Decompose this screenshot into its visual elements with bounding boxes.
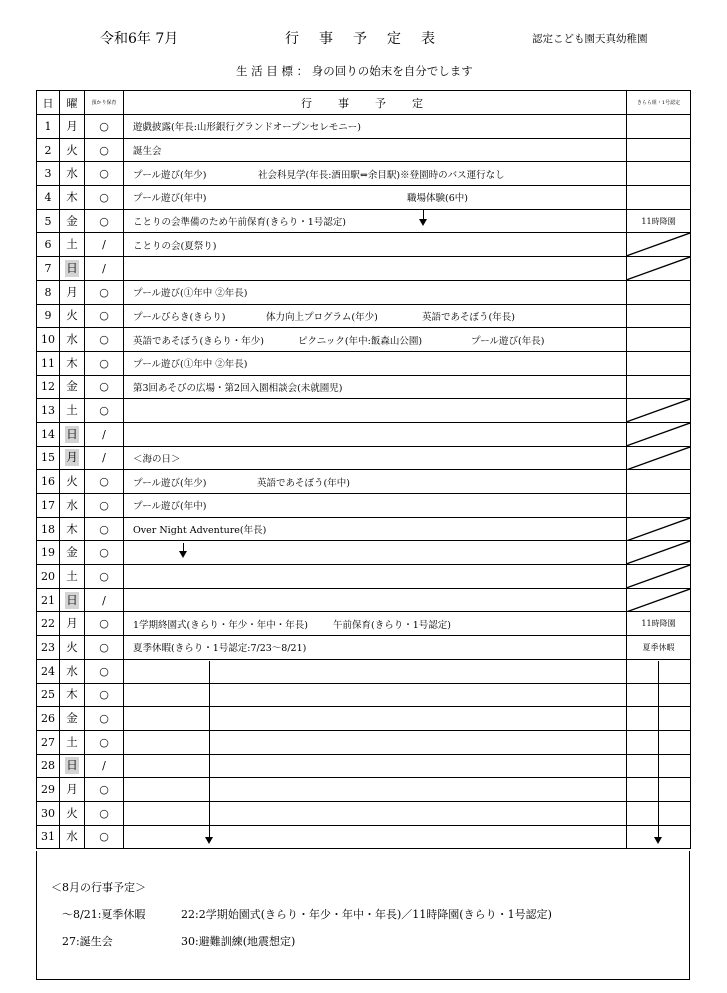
care-mark: ○: [85, 801, 124, 825]
table-row: [37, 470, 691, 494]
weekday-cell: [60, 612, 85, 636]
day-number: 22: [37, 612, 60, 636]
diagonal-slash: [627, 589, 690, 612]
care-mark: /: [85, 233, 124, 257]
weekday-cell: [60, 375, 85, 399]
event-text: 1学期終園式(きらり・年少・年中・年長): [133, 619, 308, 631]
care-mark: ○: [85, 707, 124, 731]
table-row: [37, 825, 691, 849]
weekday: 月: [66, 616, 78, 631]
events-cell: [124, 422, 627, 446]
day-number: 20: [37, 565, 60, 589]
note-cell: [627, 138, 691, 162]
care-mark: ○: [85, 138, 124, 162]
august-item: 22:2学期始園式(きらり・年少・年中・年長)／11時降園(きらり・1号認定): [181, 908, 552, 921]
weekday: 金: [66, 711, 78, 726]
note-cell: [627, 517, 691, 541]
diagonal-slash: [627, 257, 690, 280]
weekday: 土: [66, 734, 78, 749]
weekday-cell: [60, 257, 85, 281]
care-mark: ○: [85, 304, 124, 328]
diagonal-slash: [627, 518, 690, 541]
note-cell: [627, 399, 691, 423]
weekday-cell: [60, 659, 85, 683]
weekday-cell: [60, 351, 85, 375]
day-number: 7: [37, 257, 60, 281]
day-number: 4: [37, 186, 60, 210]
day-number: 10: [37, 328, 60, 352]
event-text: プール遊び(①年中 ②年長): [133, 359, 248, 371]
care-mark: ○: [85, 730, 124, 754]
weekday: 日: [66, 260, 78, 275]
table-row: [37, 186, 691, 210]
event-text: プール遊び(年中): [133, 501, 207, 513]
diagonal-slash: [627, 565, 690, 588]
weekday-cell: [60, 138, 85, 162]
arrow-down-icon: [654, 837, 662, 844]
day-number: 14: [37, 422, 60, 446]
events-cell: [124, 801, 627, 825]
care-mark: ○: [85, 683, 124, 707]
weekday-cell: [60, 565, 85, 589]
events-cell: [124, 186, 627, 210]
care-mark: ○: [85, 280, 124, 304]
august-heading: ＜8月の行事予定＞: [51, 881, 146, 894]
day-number: 5: [37, 209, 60, 233]
weekday: 月: [66, 450, 78, 465]
events-cell: [124, 257, 627, 281]
table-row: [37, 801, 691, 825]
page-header: [0, 0, 727, 90]
table-row: [37, 659, 691, 683]
event-text: ことりの会準備のため午前保育(きらり・1号認定): [133, 217, 346, 229]
header-weekday: 曜: [60, 91, 85, 115]
table-row: [37, 588, 691, 612]
weekday-cell: [60, 541, 85, 565]
note-text: 11時降園: [641, 619, 676, 629]
weekday-cell: [60, 162, 85, 186]
year-month: 令和6年 7月: [100, 31, 179, 47]
weekday-cell: [60, 825, 85, 849]
weekday-cell: [60, 446, 85, 470]
arrow-line: [658, 661, 659, 838]
care-mark: /: [85, 754, 124, 778]
day-number: 8: [37, 280, 60, 304]
weekday-cell: [60, 422, 85, 446]
weekday-cell: [60, 233, 85, 257]
table-row: [37, 351, 691, 375]
note-text: 11時降園: [641, 216, 676, 226]
table-row: [37, 517, 691, 541]
events-cell: [124, 138, 627, 162]
care-mark: /: [85, 257, 124, 281]
weekday: 火: [66, 142, 78, 157]
note-cell: [627, 636, 691, 660]
weekday: 木: [66, 189, 78, 204]
day-number: 12: [37, 375, 60, 399]
table-row: [37, 778, 691, 802]
weekday: 火: [66, 474, 78, 489]
table-row: [37, 257, 691, 281]
table-row: [37, 115, 691, 139]
weekday-cell: [60, 636, 85, 660]
weekday: 水: [66, 829, 78, 844]
note-text: 夏季休暇: [642, 642, 675, 652]
care-mark: ○: [85, 328, 124, 352]
note-cell: [627, 470, 691, 494]
care-mark: /: [85, 446, 124, 470]
day-number: 24: [37, 659, 60, 683]
table-row: [37, 683, 691, 707]
care-mark: ○: [85, 778, 124, 802]
table-row: [37, 328, 691, 352]
care-mark: ○: [85, 541, 124, 565]
weekday-cell: [60, 399, 85, 423]
note-cell: [627, 588, 691, 612]
events-cell: [124, 470, 627, 494]
events-cell: [124, 683, 627, 707]
weekday: 木: [66, 521, 78, 536]
events-cell: [124, 115, 627, 139]
weekday: 月: [66, 284, 78, 299]
event-text: プールびらき(きらり): [133, 311, 226, 323]
day-number: 9: [37, 304, 60, 328]
table-row: [37, 304, 691, 328]
event-text: ＜海の日＞: [133, 453, 181, 465]
day-number: 27: [37, 730, 60, 754]
care-mark: ○: [85, 825, 124, 849]
event-text: 誕生会: [133, 146, 162, 158]
weekday: 日: [66, 592, 78, 607]
table-row: [37, 162, 691, 186]
event-text: ことりの会(夏祭り): [133, 240, 217, 252]
table-row: [37, 375, 691, 399]
care-mark: ○: [85, 375, 124, 399]
weekday-cell: [60, 588, 85, 612]
day-number: 26: [37, 707, 60, 731]
weekday-cell: [60, 517, 85, 541]
day-number: 31: [37, 825, 60, 849]
weekday: 木: [66, 687, 78, 702]
weekday-cell: [60, 683, 85, 707]
weekday: 木: [66, 355, 78, 370]
events-cell: [124, 707, 627, 731]
weekday-cell: [60, 778, 85, 802]
note-cell: [627, 233, 691, 257]
note-cell: [627, 257, 691, 281]
event-text: 体力向上プログラム(年少): [266, 311, 378, 323]
weekday-cell: [60, 730, 85, 754]
event-text: 遊戯披露(年長:山形銀行グランドオープンセレモニー): [133, 122, 361, 134]
august-item: 27:誕生会: [62, 935, 113, 948]
day-number: 19: [37, 541, 60, 565]
note-cell: [627, 494, 691, 518]
event-text: プール遊び(年少): [133, 477, 207, 489]
day-number: 3: [37, 162, 60, 186]
table-row: [37, 730, 691, 754]
weekday-cell: [60, 707, 85, 731]
events-cell: [124, 494, 627, 518]
day-number: 23: [37, 636, 60, 660]
august-schedule: [36, 851, 690, 980]
events-cell: [124, 328, 627, 352]
diagonal-slash: [627, 399, 690, 422]
care-mark: /: [85, 588, 124, 612]
care-mark: ○: [85, 209, 124, 233]
event-text: プール遊び(①年中 ②年長): [133, 288, 248, 300]
table-row: [37, 707, 691, 731]
events-cell: [124, 659, 627, 683]
events-cell: [124, 778, 627, 802]
note-cell: [627, 209, 691, 233]
weekday: 火: [66, 308, 78, 323]
arrow-down-icon: [419, 219, 427, 226]
table-row: [37, 422, 691, 446]
weekday: 土: [66, 403, 78, 418]
day-number: 11: [37, 351, 60, 375]
day-number: 17: [37, 494, 60, 518]
events-cell: [124, 233, 627, 257]
weekday: 金: [66, 213, 78, 228]
event-text: 第3回あそびの広場・第2回入園相談会(未就園児): [133, 382, 343, 394]
arrow-line: [209, 661, 210, 838]
care-mark: /: [85, 422, 124, 446]
august-item: ～8/21:夏季休暇: [62, 908, 146, 921]
care-mark: ○: [85, 351, 124, 375]
day-number: 1: [37, 115, 60, 139]
day-number: 21: [37, 588, 60, 612]
page-title: 行事予定表: [285, 31, 455, 47]
day-number: 29: [37, 778, 60, 802]
note-cell: [627, 446, 691, 470]
weekday-cell: [60, 801, 85, 825]
note-cell: [627, 304, 691, 328]
weekday: 月: [66, 782, 78, 797]
weekday: 火: [66, 639, 78, 654]
diagonal-slash: [627, 447, 690, 470]
weekday: 金: [66, 379, 78, 394]
event-text: 社会科見学(年長:酒田駅⇔余目駅)※登園時のバス運行なし: [258, 169, 505, 181]
day-number: 16: [37, 470, 60, 494]
arrow-down-icon: [205, 837, 213, 844]
care-mark: ○: [85, 636, 124, 660]
weekday-cell: [60, 470, 85, 494]
header-care: 預かり保育: [85, 91, 124, 115]
school-name: 認定こども園天真幼稚園: [532, 33, 648, 45]
weekday: 水: [66, 663, 78, 678]
care-mark: ○: [85, 470, 124, 494]
events-cell: [124, 541, 627, 565]
note-cell: [627, 565, 691, 589]
weekday: 火: [66, 805, 78, 820]
care-mark: ○: [85, 186, 124, 210]
event-text: Over Night Adventure(年長): [133, 525, 267, 537]
event-text: プール遊び(年中): [133, 193, 207, 205]
event-text: プール遊び(年少): [133, 169, 207, 181]
care-mark: ○: [85, 565, 124, 589]
events-cell: [124, 304, 627, 328]
day-number: 18: [37, 517, 60, 541]
table-row: [37, 446, 691, 470]
event-text: 英語であそぼう(年中): [257, 477, 350, 489]
events-cell: [124, 730, 627, 754]
note-cell: [627, 375, 691, 399]
arrow-down-icon: [179, 551, 187, 558]
day-number: 15: [37, 446, 60, 470]
august-item: 30:避難訓練(地震想定): [181, 935, 296, 948]
table-row: [37, 612, 691, 636]
event-text: 英語であそぼう(きらり・年少): [133, 335, 264, 347]
events-cell: [124, 517, 627, 541]
weekday-cell: [60, 186, 85, 210]
events-cell: [124, 636, 627, 660]
care-mark: ○: [85, 399, 124, 423]
events-cell: [124, 209, 627, 233]
care-mark: ○: [85, 612, 124, 636]
weekday-cell: [60, 280, 85, 304]
note-cell: [627, 612, 691, 636]
table-row: [37, 138, 691, 162]
care-mark: ○: [85, 659, 124, 683]
note-cell: [627, 351, 691, 375]
weekday: 月: [66, 118, 78, 133]
note-cell: [627, 422, 691, 446]
weekday: 土: [66, 237, 78, 252]
table-row: [37, 233, 691, 257]
diagonal-slash: [627, 233, 690, 256]
events-cell: [124, 754, 627, 778]
weekday: 水: [66, 497, 78, 512]
table-row: [37, 280, 691, 304]
weekday-cell: [60, 754, 85, 778]
event-text: 職場体験(6中): [407, 193, 468, 205]
weekday: 日: [66, 426, 78, 441]
event-text: 午前保育(きらり・1号認定): [333, 619, 451, 631]
header-events: 行事予定: [124, 91, 627, 115]
note-cell: [627, 541, 691, 565]
header-note: きらら組・1号認定: [627, 91, 691, 115]
care-mark: ○: [85, 494, 124, 518]
table-row: [37, 209, 691, 233]
note-cell: [627, 186, 691, 210]
table-row: [37, 565, 691, 589]
note-cell: [627, 115, 691, 139]
diagonal-slash: [627, 423, 690, 446]
events-cell: [124, 375, 627, 399]
care-mark: ○: [85, 162, 124, 186]
weekday: 日: [66, 758, 78, 773]
weekday-cell: [60, 115, 85, 139]
events-cell: [124, 825, 627, 849]
care-mark: ○: [85, 517, 124, 541]
schedule-table: [36, 90, 691, 849]
weekday: 金: [66, 545, 78, 560]
events-cell: [124, 588, 627, 612]
diagonal-slash: [627, 541, 690, 564]
weekday-cell: [60, 304, 85, 328]
table-row: [37, 494, 691, 518]
weekday-cell: [60, 209, 85, 233]
day-number: 30: [37, 801, 60, 825]
life-goal: 生 活 目 標 ： 身の回りの始末を自分でします: [236, 64, 473, 78]
day-number: 25: [37, 683, 60, 707]
header-day: 日: [37, 91, 60, 115]
table-header-row: [37, 91, 691, 115]
event-text: プール遊び(年長): [471, 335, 545, 347]
events-cell: [124, 280, 627, 304]
events-cell: [124, 446, 627, 470]
events-cell: [124, 399, 627, 423]
event-text: ピクニック(年中:飯森山公園): [298, 335, 423, 347]
event-text: 英語であそぼう(年長): [422, 311, 515, 323]
events-cell: [124, 612, 627, 636]
day-number: 2: [37, 138, 60, 162]
table-row: [37, 754, 691, 778]
weekday: 水: [66, 166, 78, 181]
events-cell: [124, 351, 627, 375]
care-mark: ○: [85, 115, 124, 139]
note-cell: [627, 162, 691, 186]
events-cell: [124, 162, 627, 186]
weekday: 水: [66, 332, 78, 347]
note-cell: [627, 280, 691, 304]
weekday-cell: [60, 328, 85, 352]
day-number: 28: [37, 754, 60, 778]
table-row: [37, 541, 691, 565]
weekday: 土: [66, 568, 78, 583]
weekday-cell: [60, 494, 85, 518]
day-number: 6: [37, 233, 60, 257]
events-cell: [124, 565, 627, 589]
note-cell: [627, 328, 691, 352]
day-number: 13: [37, 399, 60, 423]
event-text: 夏季休暇(きらり・1号認定:7/23～8/21): [133, 643, 307, 655]
table-row: [37, 399, 691, 423]
table-row: [37, 636, 691, 660]
